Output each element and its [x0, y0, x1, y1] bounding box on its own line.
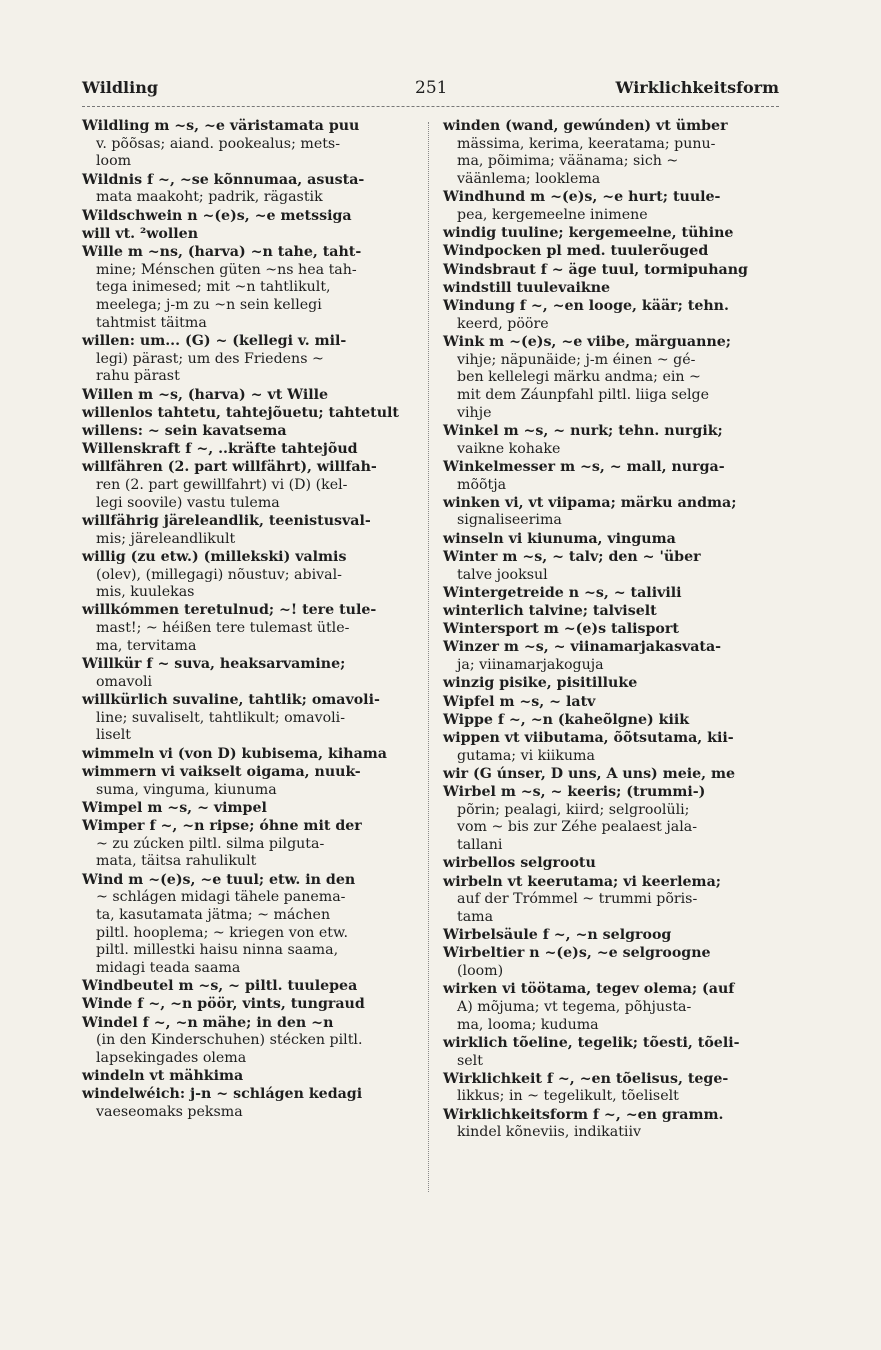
right-column: [443, 118, 779, 1143]
dictionary-entry: Willkür f ~ suva, heaksarvamine; omavoli: [82, 656, 346, 690]
dictionary-entry: Windhund m ~(e)s, ~e hurt; tuule- pea, kergemeelne inimene: [443, 189, 721, 224]
dictionary-entry: willen: um... (G) ~ (kellegi v. mil- legi) pärast; um des Friedens ~ rahu pärast: [82, 332, 347, 385]
dictionary-entry: Willen m ~s, (harva) ~ vt Wille: [82, 386, 329, 403]
dictionary-entry: Wipfel m ~s, ~ latv: [443, 693, 596, 710]
dictionary-entry: Wildnis f ~, ~se kõnnumaa, asusta- mata maakoht; padrik, rägastik: [82, 171, 365, 206]
column-divider: [428, 122, 429, 1192]
dictionary-entry: Winter m ~s, ~ talv; den ~ 'über talve jooksul: [443, 548, 701, 583]
dictionary-entry: Wirbelsäule f ~, ~n selgroog: [443, 927, 672, 944]
dictionary-entry: wir (G únser, D uns, A uns) meie, me: [443, 765, 736, 782]
dictionary-entry: will vt. ²wollen: [82, 225, 199, 242]
dictionary-entry: willenlos tahtetu, tahtejõuetu; tahtetult: [82, 404, 399, 421]
dictionary-entry: Wintersport m ~(e)s talisport: [443, 621, 679, 638]
dictionary-entry: Wirbel m ~s, ~ keeris; (trummi-) põrin; pealagi, kiird; selgroolüli; vom ~ bis zur Zéhe pealaest jala- tallani: [443, 784, 706, 854]
dictionary-entry: Wink m ~(e)s, ~e viibe, märguanne; vihje; näpunäide; j-m éinen ~ gé- ben kellelegi märku andma; ein ~ mit dem Záunpfahl piltl. liiga selge vihje: [443, 333, 732, 421]
dictionary-entry: willfähren (2. part willfährt), willfah- ren (2. part gewillfahrt) vi (D) (kel- legi soovile) vastu tulema: [82, 459, 377, 511]
dictionary-entry: wirklich tõeline, tegelik; tõesti, tõeli- selt: [443, 1034, 740, 1069]
dictionary-entry: Windel f ~, ~n mähe; in den ~n (in den Kinderschuhen) stécken piltl. lapsekingades olema: [82, 1014, 363, 1067]
header-last-word: Wirklichkeitsform: [615, 78, 779, 97]
dictionary-entry: Windpocken pl med. tuulerõuged: [443, 243, 709, 260]
left-column: [82, 118, 418, 1122]
dictionary-entry: Windbeutel m ~s, ~ piltl. tuulepea: [82, 978, 358, 995]
dictionary-entry: willkómmen teretulnud; ~! tere tule- mast!; ~ héißen tere tulemast ütle- ma, tervitama: [82, 602, 377, 654]
dictionary-entry: windstill tuulevaikne: [443, 279, 611, 296]
dictionary-entry: winseln vi kiunuma, vinguma: [443, 530, 676, 547]
dictionary-entry: wirbeln vt keerutama; vi keerlema; auf der Trómmel ~ trummi põris- tama: [443, 873, 721, 925]
dictionary-entry: wippen vt viibutama, õõtsutama, kii- gutama; vi kiikuma: [443, 729, 734, 764]
dictionary-entry: Wimper f ~, ~n ripse; óhne mit der ~ zu zúcken piltl. silma pilguta- mata, täitsa rahulikult: [82, 817, 362, 870]
page-header: [82, 78, 779, 102]
dictionary-entry: Wille m ~ns, (harva) ~n tahe, taht- mine; Ménschen güten ~ns hea tah- tega inimesed; mit ~n tahtlikult, meelega; j-m zu ~n sein kellegi tahtmist täitma: [82, 243, 362, 331]
dictionary-entry: windeln vt mähkima: [82, 1068, 244, 1085]
dictionary-entry: wirken vi töötama, tegev olema; (auf A) mõjuma; vt tegema, põhjusta- ma, looma; kuduma: [443, 981, 735, 1033]
dictionary-entry: Wirklichkeitsform f ~, ~en gramm. kindel kõneviis, indikatiiv: [443, 1106, 724, 1141]
dictionary-entry: Wippe f ~, ~n (kaheõlgne) kiik: [443, 711, 690, 728]
dictionary-entry: Wirbeltier n ~(e)s, ~e selgroogne (loom): [443, 945, 711, 980]
dictionary-entry: Wind m ~(e)s, ~e tuul; etw. in den ~ schlágen midagi tähele panema- ta, kasutamata jätma; ~ máchen piltl. hooplema; ~ kriegen von etw. piltl. millestki haisu ninna saama, midagi teada saama: [82, 871, 356, 977]
dictionary-entry: Wildschwein n ~(e)s, ~e metssiga: [82, 207, 352, 224]
dictionary-entry: willfährig järeleandlik, teenistusval- mis; järeleandlikult: [82, 512, 371, 547]
dictionary-entry: Wimpel m ~s, ~ vimpel: [82, 799, 267, 816]
dictionary-entry: winterlich talvine; talviselt: [443, 602, 657, 619]
dictionary-entry: windig tuuline; kergemeelne, tühine: [443, 225, 734, 242]
dictionary-entry: Wildling m ~s, ~e väristamata puu v. põõsas; aiand. pookealus; mets- loom: [82, 118, 360, 170]
dictionary-entry: willkürlich suvaline, tahtlik; omavoli- line; suvaliselt, tahtlikult; omavoli- liselt: [82, 692, 380, 744]
dictionary-entry: Wintergetreide n ~s, ~ talivili: [443, 584, 682, 601]
dictionary-entry: wirbellos selgrootu: [443, 855, 596, 872]
dictionary-entry: Winde f ~, ~n pöör, vints, tungraud: [82, 996, 365, 1013]
dictionary-entry: wimmern vi vaikselt oigama, nuuk- suma, vinguma, kiunuma: [82, 763, 361, 798]
dictionary-entry: willig (zu etw.) (millekski) valmis (olev), (millegagi) nõustuv; abival- mis, kuulekas: [82, 548, 347, 601]
dictionary-entry: wimmeln vi (von D) kubisema, kihama: [82, 745, 387, 762]
page-number: 251: [415, 78, 448, 98]
dictionary-entry: Wirklichkeit f ~, ~en tõelisus, tege- likkus; in ~ tegelikult, tõeliselt: [443, 1070, 729, 1105]
dictionary-entry: winken vi, vt viipama; märku andma; signaliseerima: [443, 494, 737, 529]
dictionary-entry: Winzer m ~s, ~ viinamarjakasvata- ja; viinamarjakoguja: [443, 639, 722, 674]
dictionary-entry: Windsbraut f ~ äge tuul, tormipuhang: [443, 261, 748, 278]
header-rule: [82, 106, 779, 107]
dictionary-entry: winzig pisike, pisitilluke: [443, 675, 638, 692]
dictionary-entry: Windung f ~, ~en looge, käär; tehn. keerd, pööre: [443, 298, 729, 332]
dictionary-entry: Winkelmesser m ~s, ~ mall, nurga- mõõtja: [443, 458, 725, 493]
dictionary-entry: winden (wand, gewúnden) vt ümber mässima, kerima, keeratama; punu- ma, põimima; väänama; sich ~ väänlema; looklema: [443, 118, 728, 188]
dictionary-entry: willens: ~ sein kavatsema: [82, 422, 287, 439]
dictionary-entry: Winkel m ~s, ~ nurk; tehn. nurgik; vaikne kohake: [443, 422, 723, 457]
dictionary-entry: windelwéich: j-n ~ schlágen kedagi vaeseomaks peksma: [82, 1086, 363, 1121]
dictionary-entry: Willenskraft f ~, ..kräfte tahtejõud: [82, 441, 358, 458]
header-first-word: Wildling: [82, 78, 159, 97]
